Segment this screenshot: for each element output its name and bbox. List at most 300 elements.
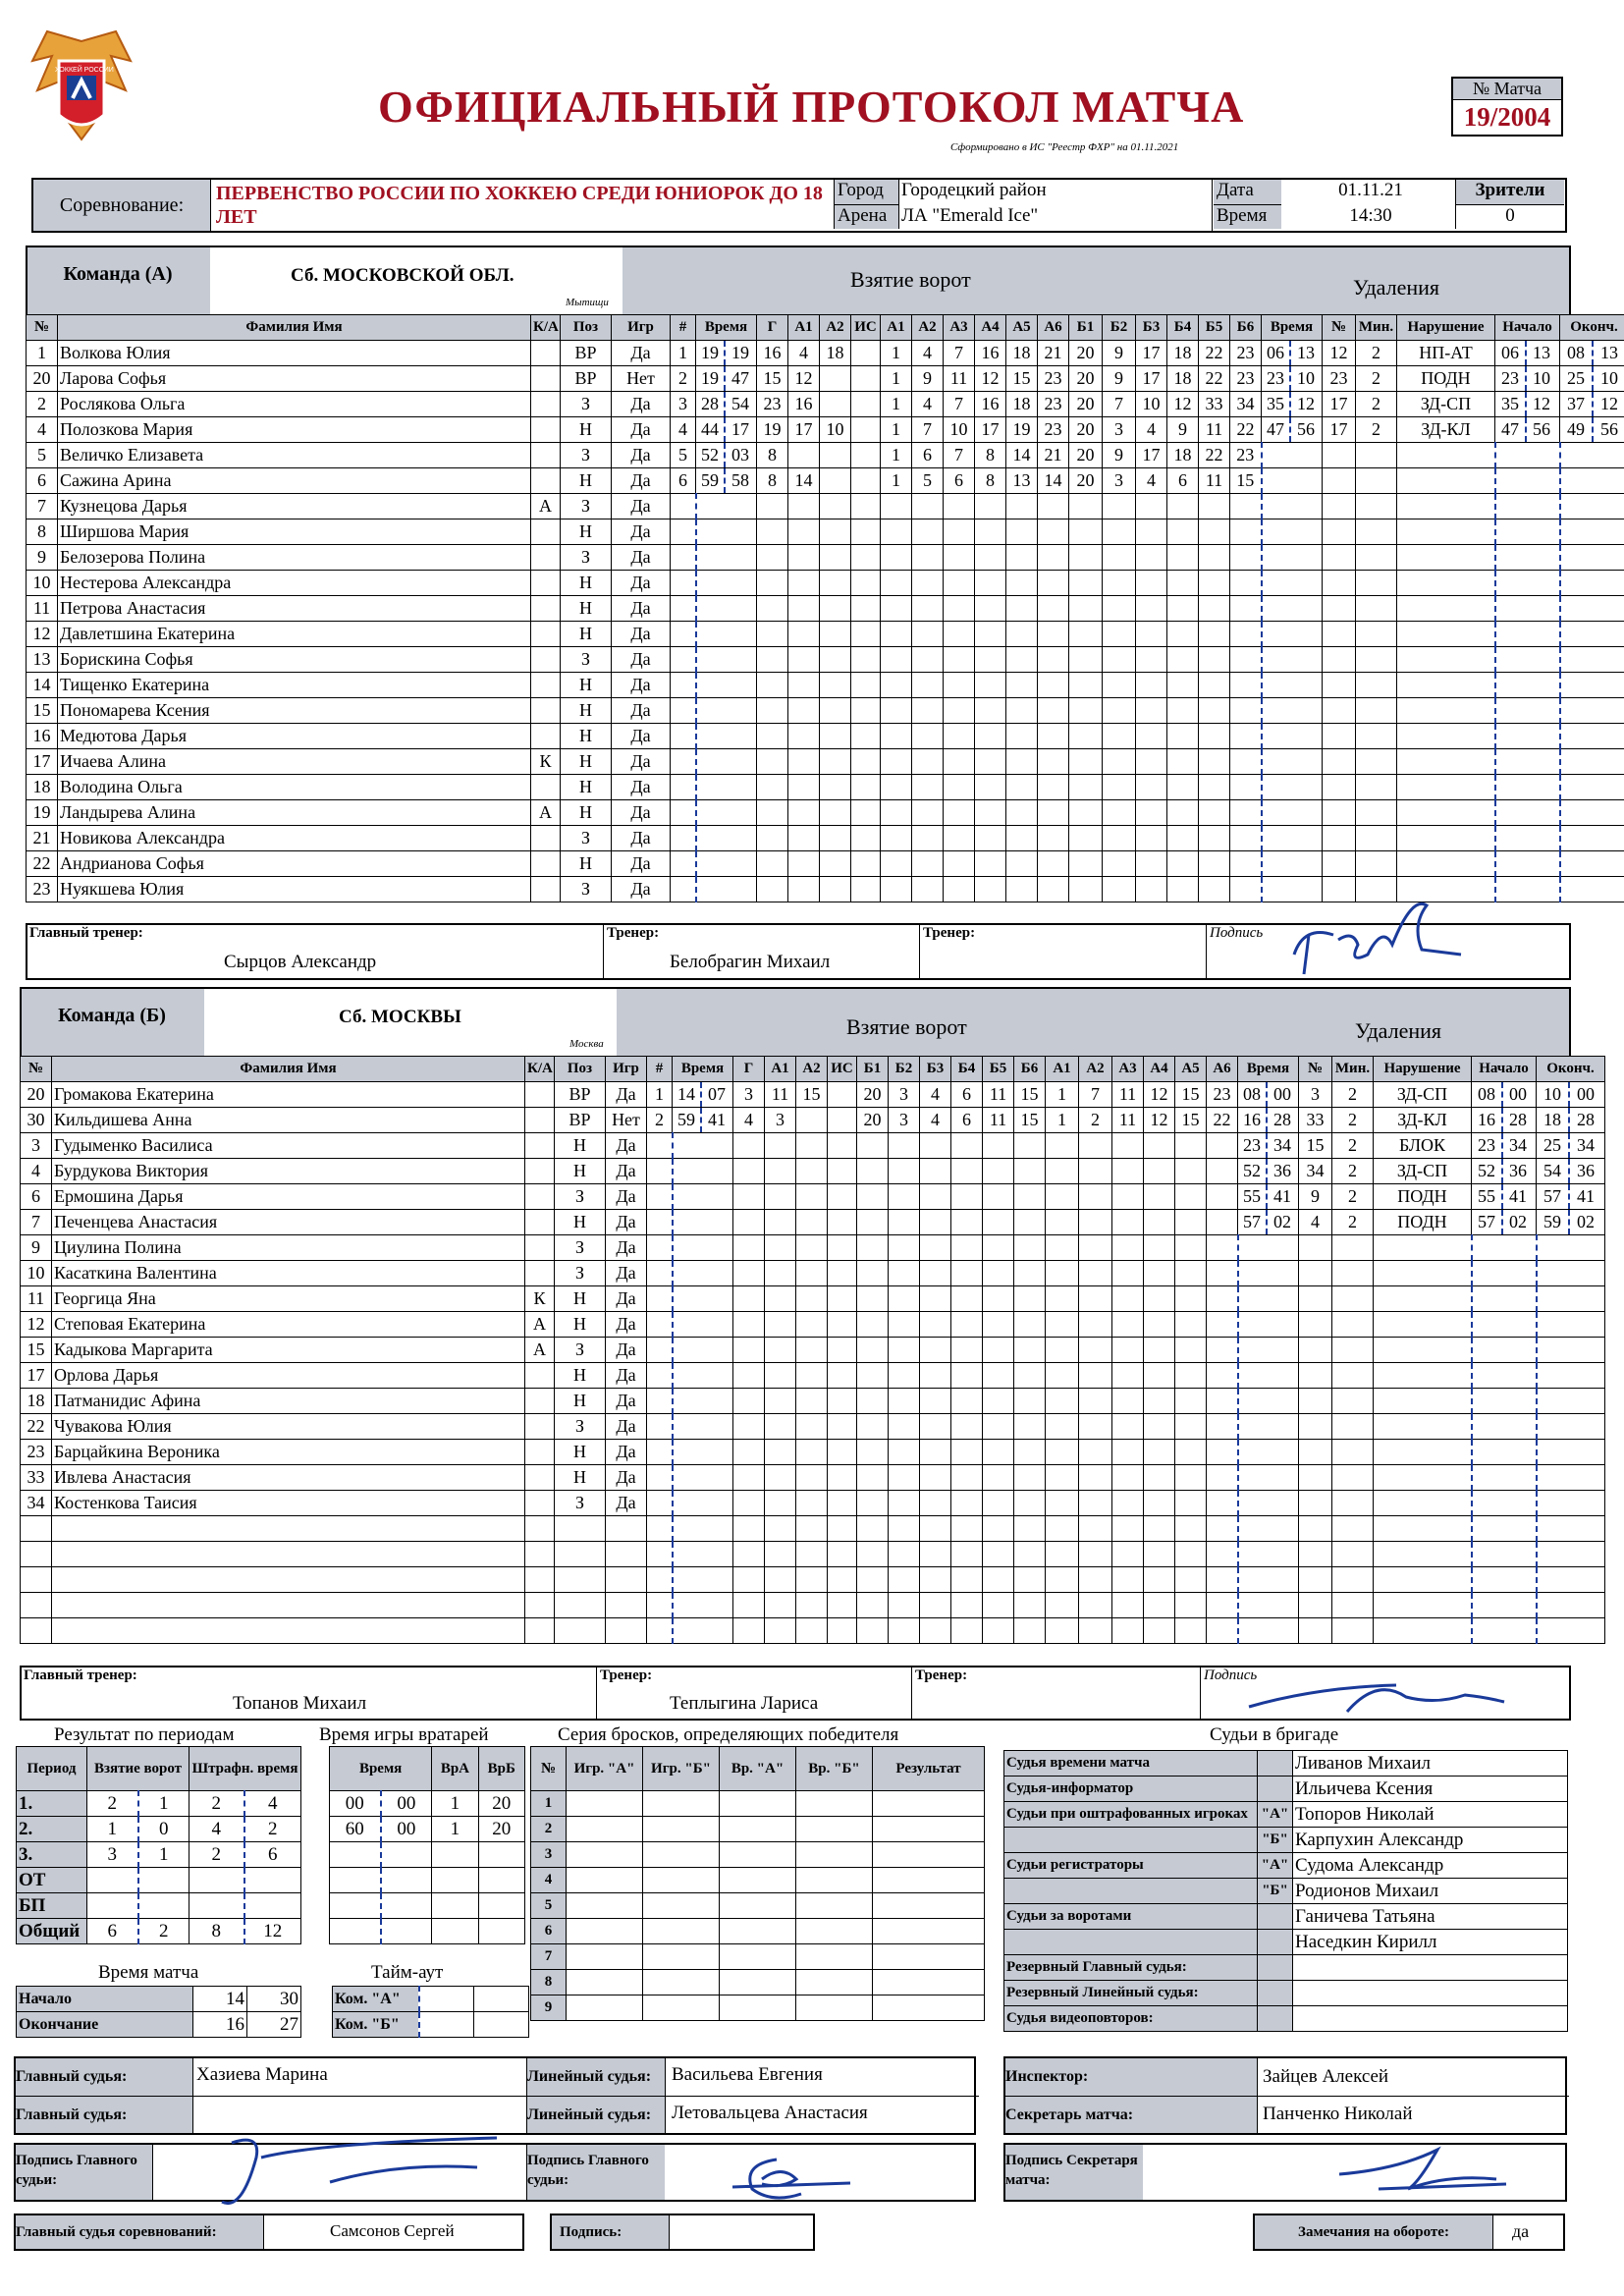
goal-cell: 11 bbox=[1199, 468, 1230, 494]
date-label: Дата bbox=[1214, 180, 1281, 205]
team-a-head-coach-label: Главный тренер: bbox=[29, 925, 143, 941]
inspector: Зайцев Алексей bbox=[1263, 2066, 1389, 2087]
goal-cell: 11 bbox=[944, 366, 975, 392]
player-number bbox=[21, 1593, 52, 1618]
pen-minutes: 2 bbox=[1332, 1108, 1374, 1133]
pen-infraction: ПОДН bbox=[1374, 1210, 1472, 1235]
goal-cell: 14 bbox=[1006, 443, 1038, 468]
player-played: Да bbox=[612, 851, 671, 877]
player-number: 3 bbox=[21, 1133, 52, 1159]
goal-time bbox=[673, 1363, 733, 1389]
results-h-pen: Штрафн. время bbox=[189, 1747, 301, 1791]
team-b-row: 20 Громакова Екатерина ВР Да 1 14 07 3 11 15 20 3 4 6 11 15 1 7 11 12 15 23 08 00 3 2 ЗД-СП 08 00 10 00 bbox=[21, 1082, 1605, 1108]
player-role bbox=[525, 1159, 555, 1184]
player-name: Бурдукова Виктория bbox=[52, 1159, 525, 1184]
goal-cell: 7 bbox=[944, 443, 975, 468]
player-role bbox=[531, 673, 561, 698]
player-played: Да bbox=[612, 826, 671, 851]
player-position: Н bbox=[561, 571, 612, 596]
main-ref2-label: Главный судья: bbox=[16, 2097, 193, 2133]
player-number: 20 bbox=[21, 1082, 52, 1108]
team-a-signature bbox=[1274, 886, 1471, 979]
goal-cell: 17 bbox=[1136, 443, 1167, 468]
goal-time: 28 54 bbox=[696, 392, 757, 417]
goal-cell: 21 bbox=[1038, 341, 1069, 366]
shootout-row: 8 bbox=[531, 1970, 985, 1995]
goal-cell: 19 bbox=[1006, 417, 1038, 443]
goal-cell: 16 bbox=[757, 341, 788, 366]
player-played bbox=[606, 1567, 647, 1593]
player-position bbox=[555, 1516, 606, 1542]
player-played: Да bbox=[612, 749, 671, 775]
goal-cell: 3 bbox=[889, 1108, 920, 1133]
team-a-goals-title: Взятие ворот bbox=[850, 267, 971, 292]
player-position: З bbox=[555, 1184, 606, 1210]
player-position: Н bbox=[561, 724, 612, 749]
official-name: Ливанов Михаил bbox=[1293, 1751, 1568, 1777]
player-played: Да bbox=[612, 443, 671, 468]
player-number: 20 bbox=[27, 366, 58, 392]
player-role bbox=[531, 519, 561, 545]
player-number: 6 bbox=[21, 1184, 52, 1210]
remarks-value: да bbox=[1512, 2221, 1530, 2241]
goal-time bbox=[696, 494, 757, 519]
official-name: Карпухин Александр bbox=[1293, 1828, 1568, 1853]
pen-minutes: 2 bbox=[1356, 417, 1397, 443]
player-played: Да bbox=[606, 1491, 647, 1516]
goal-cell: 12 bbox=[1144, 1108, 1175, 1133]
timeout-b-label: Ком. "Б" bbox=[333, 2012, 419, 2038]
goal-cell: 9 bbox=[1103, 366, 1136, 392]
goal-cell: 15 bbox=[1014, 1108, 1046, 1133]
main-ref-signature bbox=[202, 2123, 516, 2216]
goal-cell: 15 bbox=[757, 366, 788, 392]
goal-cell: 23 bbox=[757, 392, 788, 417]
player-number: 6 bbox=[27, 468, 58, 494]
official-row bbox=[1004, 2006, 1568, 2032]
goal-cell: 8 bbox=[975, 443, 1006, 468]
player-position bbox=[555, 1593, 606, 1618]
inspector-label: Инспектор: bbox=[1005, 2058, 1258, 2097]
player-position: Н bbox=[561, 468, 612, 494]
official-name: Судома Александр bbox=[1293, 1853, 1568, 1879]
goal-cell: 11 bbox=[983, 1082, 1014, 1108]
goal-time bbox=[673, 1414, 733, 1440]
team-b-head-coach-label: Главный тренер: bbox=[24, 1667, 137, 1683]
player-role bbox=[531, 877, 561, 902]
team-a-row bbox=[27, 775, 1624, 800]
player-number: 7 bbox=[21, 1210, 52, 1235]
goal-cell: 4 bbox=[788, 341, 820, 366]
pen-end: 37 12 bbox=[1560, 392, 1624, 417]
player-role bbox=[531, 366, 561, 392]
goal-cell: 3 bbox=[1103, 468, 1136, 494]
player-role bbox=[525, 1210, 555, 1235]
goal-cell: 23 bbox=[1230, 443, 1262, 468]
goal-cell: 12 bbox=[788, 366, 820, 392]
player-position: З bbox=[561, 494, 612, 519]
remarks-label: Замечания на обороте: bbox=[1255, 2215, 1493, 2249]
player-number: 15 bbox=[27, 698, 58, 724]
official-name bbox=[1293, 1981, 1568, 2006]
goal-time bbox=[673, 1389, 733, 1414]
goal-time bbox=[673, 1159, 733, 1184]
competition-name: ПЕРВЕНСТВО РОССИИ ПО ХОККЕЮ СРЕДИ ЮНИОРОК ДО 18 ЛЕТ bbox=[216, 183, 823, 228]
official-name bbox=[1293, 2006, 1568, 2032]
pen-infraction: ЗД-СП bbox=[1374, 1082, 1472, 1108]
player-played bbox=[606, 1593, 647, 1618]
goal-cell: 33 bbox=[1199, 392, 1230, 417]
goal-time bbox=[673, 1261, 733, 1286]
goal-time bbox=[696, 545, 757, 571]
player-name: Степовая Екатерина bbox=[52, 1312, 525, 1338]
shootout-row: 7 bbox=[531, 1944, 985, 1970]
player-role bbox=[525, 1414, 555, 1440]
pen-start: 08 00 bbox=[1472, 1082, 1537, 1108]
team-a-sign-label: Подпись bbox=[1210, 925, 1264, 941]
player-role bbox=[531, 341, 561, 366]
player-played: Да bbox=[606, 1235, 647, 1261]
player-number: 1 bbox=[27, 341, 58, 366]
goal-cell: 15 bbox=[1006, 366, 1038, 392]
player-played: Да bbox=[606, 1414, 647, 1440]
gk-time-table: Время ВрА ВрБ 00 00 1 20 60 00 1 20 bbox=[329, 1746, 525, 1944]
team-a-row bbox=[27, 698, 1624, 724]
player-played: Да bbox=[612, 673, 671, 698]
goal-cell: 17 bbox=[1136, 341, 1167, 366]
goal-cell: 9 bbox=[1103, 341, 1136, 366]
team-a-row bbox=[27, 647, 1624, 673]
player-role: А bbox=[531, 494, 561, 519]
goal-cell bbox=[851, 341, 881, 366]
player-number: 19 bbox=[27, 800, 58, 826]
goal-time bbox=[696, 877, 757, 902]
player-number: 8 bbox=[27, 519, 58, 545]
player-number: 9 bbox=[21, 1235, 52, 1261]
goal-cell: 11 bbox=[983, 1108, 1014, 1133]
player-played: Да bbox=[606, 1184, 647, 1210]
player-name: Ивлева Анастасия bbox=[52, 1465, 525, 1491]
comp-ref-sign-label: Подпись: bbox=[552, 2215, 670, 2249]
pen-time: 23 34 bbox=[1238, 1133, 1299, 1159]
goal-time bbox=[673, 1286, 733, 1312]
player-played: Нет bbox=[612, 366, 671, 392]
player-played: Да bbox=[606, 1082, 647, 1108]
pen-infraction: НП-АТ bbox=[1397, 341, 1495, 366]
goal-time bbox=[696, 851, 757, 877]
player-role bbox=[525, 1363, 555, 1389]
player-position: Н bbox=[561, 775, 612, 800]
player-position: З bbox=[561, 392, 612, 417]
team-a-row bbox=[27, 571, 1624, 596]
player-position: З bbox=[555, 1261, 606, 1286]
goal-cell bbox=[828, 1082, 857, 1108]
team-a-row: 1 Волкова Юлия ВР Да 1 19 19 16 4 18 1 4 7 16 18 21 20 9 17 18 22 23 06 13 12 2 НП-АТ 06 13 08 13 bbox=[27, 341, 1624, 366]
player-played bbox=[606, 1618, 647, 1644]
pen-infraction: ПОДН bbox=[1397, 366, 1495, 392]
timeout-table bbox=[332, 1986, 529, 2038]
player-played: Да bbox=[606, 1363, 647, 1389]
goal-cell: 20 bbox=[857, 1082, 889, 1108]
results-h-period: Период bbox=[17, 1747, 87, 1791]
signatures-row bbox=[14, 2143, 976, 2202]
player-number: 17 bbox=[27, 749, 58, 775]
player-played: Да bbox=[612, 800, 671, 826]
pen-time: 47 56 bbox=[1262, 417, 1323, 443]
goal-time bbox=[696, 673, 757, 698]
goal-cell: 1 bbox=[881, 341, 912, 366]
goal-time bbox=[696, 775, 757, 800]
player-played: Да bbox=[612, 494, 671, 519]
generated-note: Сформировано в ИС "Реестр ФХР" на 01.11.2021 bbox=[950, 141, 1179, 153]
player-name: Циулина Полина bbox=[52, 1235, 525, 1261]
player-name: Касаткина Валентина bbox=[52, 1261, 525, 1286]
player-role bbox=[531, 417, 561, 443]
goal-cell: 7 bbox=[944, 341, 975, 366]
player-role bbox=[525, 1082, 555, 1108]
pen-minutes: 2 bbox=[1356, 392, 1397, 417]
comp-ref-label: Главный судья соревнований: bbox=[16, 2215, 264, 2249]
player-name: Пономарева Ксения bbox=[58, 698, 531, 724]
goal-cell bbox=[820, 443, 851, 468]
pen-end: 25 10 bbox=[1560, 366, 1624, 392]
player-number: 15 bbox=[21, 1338, 52, 1363]
pen-player: 33 bbox=[1299, 1108, 1332, 1133]
team-b-row bbox=[21, 1389, 1605, 1414]
goal-cell: 10 bbox=[1136, 392, 1167, 417]
player-name: Волкова Юлия bbox=[58, 341, 531, 366]
timeout-title: Тайм-аут bbox=[371, 1962, 444, 1983]
player-role: А bbox=[525, 1312, 555, 1338]
goal-cell: 1 bbox=[881, 443, 912, 468]
results-title: Результат по периодам bbox=[54, 1724, 235, 1745]
player-number: 11 bbox=[27, 596, 58, 622]
pen-minutes: 2 bbox=[1332, 1133, 1374, 1159]
team-b-coach2-label: Тренер: bbox=[915, 1667, 968, 1683]
results-row: 3. 3 1 2 6 bbox=[17, 1842, 301, 1868]
player-position: Н bbox=[555, 1210, 606, 1235]
spectators-label: Зрители bbox=[1455, 180, 1564, 205]
goal-time: 19 47 bbox=[696, 366, 757, 392]
goal-cell: 3 bbox=[889, 1082, 920, 1108]
goal-cell: 13 bbox=[1006, 468, 1038, 494]
goal-cell: 23 bbox=[1230, 366, 1262, 392]
player-role: А bbox=[531, 800, 561, 826]
match-number-box bbox=[1451, 77, 1563, 137]
team-a-name: Сб. МОСКОВСКОЙ ОБЛ. bbox=[291, 265, 514, 286]
player-name: Патманидис Афина bbox=[52, 1389, 525, 1414]
official-row: "Б" Родионов Михаил bbox=[1004, 1879, 1568, 1904]
player-played: Да bbox=[612, 622, 671, 647]
player-name: Барцайкина Вероника bbox=[52, 1440, 525, 1465]
end-label: Окончание bbox=[17, 2012, 193, 2038]
goal-time: 59 58 bbox=[696, 468, 757, 494]
shootout-row: 9 bbox=[531, 1995, 985, 2021]
player-position: Н bbox=[555, 1312, 606, 1338]
goal-cell: 22 bbox=[1199, 443, 1230, 468]
player-name: Гудыменко Василиса bbox=[52, 1133, 525, 1159]
official-row bbox=[1004, 1777, 1568, 1802]
team-b-sign-label: Подпись bbox=[1204, 1667, 1258, 1683]
player-played: Да bbox=[606, 1338, 647, 1363]
goal-time bbox=[673, 1542, 733, 1567]
goal-cell: 18 bbox=[820, 341, 851, 366]
pen-player: 15 bbox=[1299, 1133, 1332, 1159]
team-b-row bbox=[21, 1235, 1605, 1261]
goal-cell: 23 bbox=[1230, 341, 1262, 366]
goal-time bbox=[696, 622, 757, 647]
pen-start: 52 36 bbox=[1472, 1159, 1537, 1184]
goal-col-hdr: # bbox=[671, 315, 696, 341]
team-b-coach: Теплыгина Лариса bbox=[670, 1693, 819, 1714]
goal-cell: 9 bbox=[912, 366, 944, 392]
secretary-signature bbox=[1320, 2135, 1516, 2204]
goal-cell bbox=[796, 1108, 828, 1133]
player-position: Н bbox=[561, 596, 612, 622]
official-role bbox=[1004, 1879, 1258, 1904]
goal-time bbox=[673, 1235, 733, 1261]
goal-cell: 15 bbox=[1175, 1108, 1207, 1133]
player-played: Да bbox=[612, 877, 671, 902]
gk-time-row bbox=[330, 1919, 525, 1944]
pen-time: 57 02 bbox=[1238, 1210, 1299, 1235]
match-time-table bbox=[16, 1986, 301, 2038]
player-name: Ландырева Алина bbox=[58, 800, 531, 826]
player-played: Да bbox=[606, 1210, 647, 1235]
pen-end: 18 28 bbox=[1537, 1108, 1605, 1133]
player-position: Н bbox=[555, 1159, 606, 1184]
goal-cell: 1 bbox=[1046, 1082, 1079, 1108]
goal-cell bbox=[788, 443, 820, 468]
player-role bbox=[531, 698, 561, 724]
time-value: 14:30 bbox=[1349, 205, 1392, 226]
player-number: 30 bbox=[21, 1108, 52, 1133]
pen-time: 55 41 bbox=[1238, 1184, 1299, 1210]
pen-start: 23 10 bbox=[1495, 366, 1560, 392]
player-role: К bbox=[531, 749, 561, 775]
player-name: Нуякшева Юлия bbox=[58, 877, 531, 902]
pen-minutes: 2 bbox=[1332, 1082, 1374, 1108]
player-position bbox=[555, 1567, 606, 1593]
pen-time: 16 28 bbox=[1238, 1108, 1299, 1133]
main-ref2-signature bbox=[723, 2140, 860, 2209]
player-name bbox=[52, 1593, 525, 1618]
player-name: Белозерова Полина bbox=[58, 545, 531, 571]
goal-cell: 3 bbox=[765, 1108, 796, 1133]
match-number-label: № Матча bbox=[1453, 79, 1561, 100]
official-role bbox=[1004, 1930, 1258, 1955]
goal-time bbox=[673, 1312, 733, 1338]
pen-start: 35 12 bbox=[1495, 392, 1560, 417]
goal-cell: 23 bbox=[1038, 392, 1069, 417]
team-a-row bbox=[27, 519, 1624, 545]
player-played: Да bbox=[612, 341, 671, 366]
player-name: Громакова Екатерина bbox=[52, 1082, 525, 1108]
team-b-row bbox=[21, 1363, 1605, 1389]
player-role bbox=[525, 1261, 555, 1286]
player-number: 12 bbox=[21, 1312, 52, 1338]
official-role: Судья видеоповторов: bbox=[1004, 2006, 1258, 2032]
player-position: Н bbox=[561, 417, 612, 443]
team-b-row bbox=[21, 1286, 1605, 1312]
officials-table bbox=[1003, 1750, 1568, 2032]
goal-cell: 15 bbox=[1175, 1082, 1207, 1108]
player-played: Да bbox=[606, 1312, 647, 1338]
shootout-row: 3 bbox=[531, 1842, 985, 1868]
goal-cell: 3 bbox=[733, 1082, 765, 1108]
goal-cell: 10 bbox=[944, 417, 975, 443]
goal-cell: 1 bbox=[881, 468, 912, 494]
goal-cell: 4 bbox=[912, 341, 944, 366]
goal-cell: 17 bbox=[975, 417, 1006, 443]
team-b-pen-title: Удаления bbox=[1355, 1018, 1442, 1043]
player-number bbox=[21, 1618, 52, 1644]
player-number: 4 bbox=[21, 1159, 52, 1184]
player-played: Да bbox=[612, 392, 671, 417]
player-position: ВР bbox=[555, 1082, 606, 1108]
goal-time bbox=[696, 749, 757, 775]
goal-time bbox=[673, 1593, 733, 1618]
goal-cell: 15 bbox=[1230, 468, 1262, 494]
team-b-row bbox=[21, 1184, 1605, 1210]
main-ref1: Хазиева Марина bbox=[196, 2064, 328, 2085]
start-min: 30 bbox=[247, 1987, 301, 2012]
team-b-goals-title: Взятие ворот bbox=[846, 1014, 967, 1039]
team-b-row bbox=[21, 1210, 1605, 1235]
team-b-coach-label: Тренер: bbox=[600, 1667, 653, 1683]
player-role bbox=[531, 622, 561, 647]
team-a-city: Мытищи bbox=[566, 297, 609, 308]
official-role: Судьи за воротами bbox=[1004, 1904, 1258, 1930]
player-position: Н bbox=[555, 1286, 606, 1312]
pen-time: 06 13 bbox=[1262, 341, 1323, 366]
player-position: ВР bbox=[561, 366, 612, 392]
player-role bbox=[525, 1235, 555, 1261]
comp-ref-sign-row bbox=[550, 2214, 815, 2251]
player-role bbox=[531, 775, 561, 800]
player-name: Ларова Софья bbox=[58, 366, 531, 392]
player-position: ВР bbox=[561, 341, 612, 366]
sign-main2-label: Подпись Главного судьи: bbox=[527, 2145, 665, 2200]
team-b-signature bbox=[1239, 1667, 1514, 1722]
player-role bbox=[525, 1593, 555, 1618]
official-role: Резервный Линейный судья: bbox=[1004, 1981, 1258, 2006]
team-a-roster: № Фамилия Имя К/А Поз Игр # Время Г А1 А2 ИС А1 А2 А3 А4 А5 А6 Б1 Б2 Б3 Б4 Б5 Б6 Время № Мин. Нарушение Начало Оконч. 1 Волкова Юлия ВР Да 1 19 19 16 4 18 1 4 7 16 18 21 20 9 17 18 22 23 06 13 12 2 НП-АТ 06 13 08 13 20 Ларова Софья ВР Нет 2 19 47 15 12 1 9 11 12 15 23 20 9 17 18 22 23 23 10 23 2 ПОДН 23 10 25 10 2 Рослякова Ольга З Да 3 28 54 23 16 1 4 7 16 18 23 20 7 10 12 33 34 35 12 17 2 ЗД-СП 35 12 37 12 4 Полозкова Мария Н Да 4 44 17 19 17 10 1 7 10 17 19 23 20 3 4 9 11 22 47 56 17 2 ЗД-КЛ 47 56 49 56 5 Величко Елизавета З Да 5 52 03 8 1 6 7 8 14 21 20 9 17 18 22 23 6 Сажина Арина Н Да 6 59 58 8 14 1 5 6 8 13 14 20 3 4 6 11 15 7 Кузнецова Дарья А З Да 8 Ширшова Мария Н Да 9 Белозерова Полина З Да 10 Нестерова Александра Н Да 11 Петрова Анастасия Н Да 12 Давлетшина Екатерина Н Да 13 Борискина Софья З Да 14 Тищенко Екатерина Н Да 15 Пономарева Ксения Н Да 16 Медютова Дарья Н Да 17 Ичаева Алина К Н Да 18 Володина Ольга Н Да 19 Ландырева Алина А Н Да 21 Новикова Александра З Да 22 Андрианова Софья Н Да 23 Нуякшева Юлия З Да bbox=[26, 314, 1624, 902]
officials-title: Судьи в бригаде bbox=[1210, 1724, 1339, 1745]
results-row: 1. 2 1 2 4 bbox=[17, 1791, 301, 1817]
player-role bbox=[531, 468, 561, 494]
player-name: Костенкова Таисия bbox=[52, 1491, 525, 1516]
goal-cell: 18 bbox=[1006, 392, 1038, 417]
goal-cell: 7 bbox=[1103, 392, 1136, 417]
goal-cell: 3 bbox=[1103, 417, 1136, 443]
team-b-row bbox=[21, 1440, 1605, 1465]
goal-time bbox=[696, 724, 757, 749]
player-number: 18 bbox=[21, 1389, 52, 1414]
pen-start: 16 28 bbox=[1472, 1108, 1537, 1133]
player-position: Н bbox=[561, 698, 612, 724]
pen-start: 57 02 bbox=[1472, 1210, 1537, 1235]
pen-start: 23 34 bbox=[1472, 1133, 1537, 1159]
goal-cell: 7 bbox=[1079, 1082, 1112, 1108]
player-number: 11 bbox=[21, 1286, 52, 1312]
goal-cell: 16 bbox=[975, 392, 1006, 417]
official-row bbox=[1004, 1955, 1568, 1981]
gk-time-row: 00 00 1 20 bbox=[330, 1791, 525, 1817]
player-name: Ермошина Дарья bbox=[52, 1184, 525, 1210]
gk-time-row bbox=[330, 1868, 525, 1893]
goal-cell: 23 bbox=[1038, 417, 1069, 443]
